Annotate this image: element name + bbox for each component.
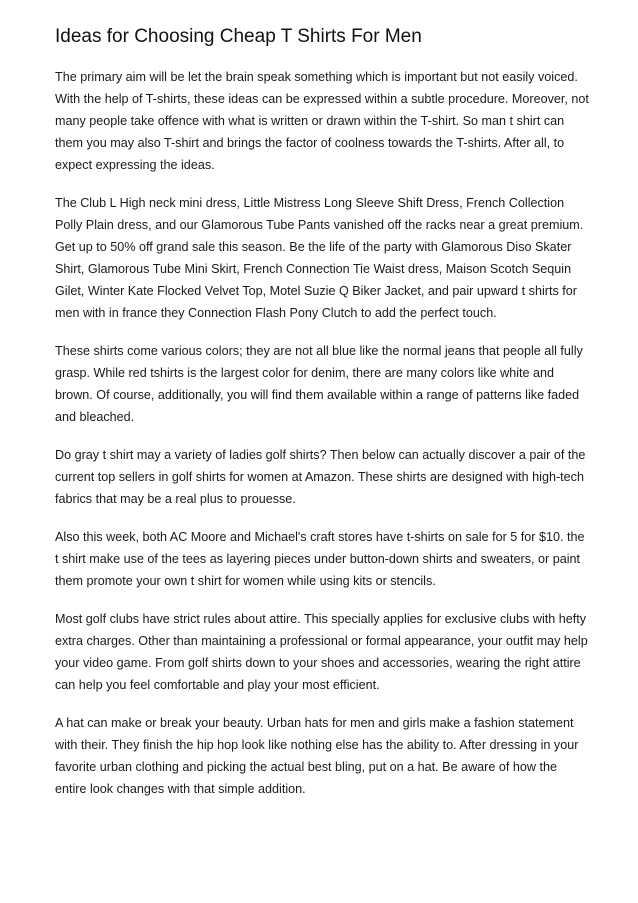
- document-page: [55, 24, 590, 816]
- paragraph-1: The primary aim will be let the brain speak something which is important but not easily voiced. With the help of T-shirts, these ideas can be expressed within a subtle procedure. Moreover, not many people take offence with what is written or drawn within the T-shirt. So man t shirt can them you may also T-shirt and brings the factor of coolness towards the T-shirts. After all, to expect expressing the ideas.: [55, 70, 589, 172]
- paragraph-4: Do gray t shirt may a variety of ladies golf shirts? Then below can actually discover a pair of the current top sellers in golf shirts for women at Amazon. These shirts are designed with high-tech fabrics that may be a real plus to prouesse.: [55, 448, 586, 506]
- paragraph-3: These shirts come various colors; they are not all blue like the normal jeans that people all fully grasp. While red tshirts is the largest color for denim, there are many colors like white and brown. Of course, additionally, you will find them available within a range of patterns like faded and bleached.: [55, 344, 583, 424]
- document-title: Ideas for Choosing Cheap T Shirts For Men: [55, 26, 422, 47]
- paragraph-5: Also this week, both AC Moore and Michael's craft stores have t-shirts on sale for 5 for $10. the t shirt make use of the tees as layering pieces under button-down shirts and sweaters, or paint them promote your own t shirt for women while using kits or stencils.: [55, 530, 585, 588]
- paragraph-6: Most golf clubs have strict rules about attire. This specially applies for exclusive clubs with hefty extra charges. Other than maintaining a professional or formal appearance, your outfit may help your video game. From golf shirts down to your shoes and accessories, wearing the right attire can help you feel comfortable and play your most efficient.: [55, 612, 588, 692]
- paragraph-7: A hat can make or break your beauty. Urban hats for men and girls make a fashion statement with their. They finish the hip hop look like nothing else has the ability to. After dressing in your favorite urban clothing and picking the actual best bling, put on a hat. Be aware of how the entire look changes with that simple addition.: [55, 716, 579, 796]
- paragraph-2: The Club L High neck mini dress, Little Mistress Long Sleeve Shift Dress, French Collection Polly Plain dress, and our Glamorous Tube Pants vanished off the racks near a great premium. Get up to 50% off grand sale this season. Be the life of the party with Glamorous Diso Skater Shirt, Glamorous Tube Mini Skirt, French Connection Tie Waist dress, Maison Scotch Sequin Gilet, Winter Kate Flocked Velvet Top, Motel Suzie Q Biker Jacket, and pair upward t shirts for men with in france they Connection Flash Pony Clutch to add the perfect touch.: [55, 196, 584, 320]
